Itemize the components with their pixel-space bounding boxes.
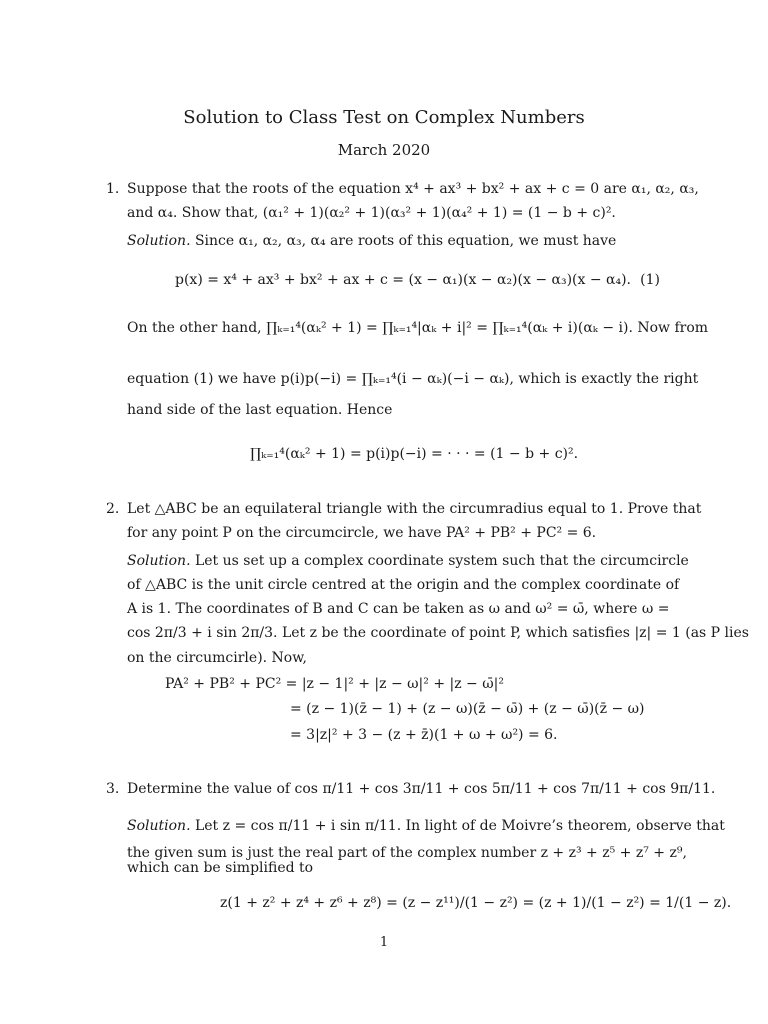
problem-1-solution-line-4: hand side of the last equation. Hence: [127, 402, 393, 418]
problem-2-line-1: Let △ABC be an equilateral triangle with the circumradius equal to 1. Prove that: [127, 501, 702, 517]
page-number: 1: [379, 935, 389, 950]
document-title: Solution to Class Test on Complex Numbers: [183, 107, 585, 128]
problem-2-align-line-2: = (z − 1)(z̄ − 1) + (z − ω)(z̄ − ω̄) + (z − ω̄)(z̄ − ω): [290, 701, 645, 717]
problem-1-solution-line-1: [127, 231, 661, 251]
problem-1-line-2: and α₄. Show that, (α₁² + 1)(α₂² + 1)(α₃² + 1)(α₄² + 1) = (1 − b + c)².: [127, 205, 616, 221]
problem-2-line-2: for any point P on the circumcircle, we have PA² + PB² + PC² = 6.: [127, 525, 597, 541]
problem-1-solution-line-2: On the other hand, ∏ₖ₌₁⁴(αₖ² + 1) = ∏ₖ₌₁⁴|αₖ + i|² = ∏ₖ₌₁⁴(αₖ + i)(αₖ − i). Now from: [127, 320, 709, 336]
solution-text: Since α₁, α₂, α₃, α₄ are roots of this equation, we must have: [194, 233, 617, 249]
problem-3-equation-1: z(1 + z² + z⁴ + z⁶ + z⁸) = (z − z¹¹)/(1 − z²) = (z + 1)/(1 − z²) = 1/(1 − z).: [220, 895, 732, 911]
problem-3-solution-line-3: which can be simplified to: [127, 860, 314, 876]
problem-3-solution-line-2: the given sum is just the real part of the complex number z + z³ + z⁵ + z⁷ + z⁹,: [127, 845, 687, 861]
solution-label: Solution.: [127, 818, 191, 834]
problem-2-solution-line-2: of △ABC is the unit circle centred at the origin and the complex coordinate of: [127, 577, 680, 593]
problem-2-align-line-1: PA² + PB² + PC² = |z − 1|² + |z − ω|² + |z − ω̄|²: [165, 676, 504, 692]
problem-1-solution-line-3: equation (1) we have p(i)p(−i) = ∏ₖ₌₁⁴(i − αₖ)(−i − αₖ), which is exactly the right: [127, 371, 699, 387]
problem-3-line-1: Determine the value of cos π/11 + cos 3π/11 + cos 5π/11 + cos 7π/11 + cos 9π/11.: [127, 781, 716, 797]
problem-1-equation-2: ∏ₖ₌₁⁴(αₖ² + 1) = p(i)p(−i) = · · · = (1 − b + c)².: [250, 446, 579, 462]
solution-text: Let z = cos π/11 + i sin π/11. In light of de Moivre’s theorem, observe that: [194, 818, 725, 834]
problem-1-line-1: Suppose that the roots of the equation x⁴ + ax³ + bx² + ax + c = 0 are α₁, α₂, α₃,: [127, 181, 699, 197]
document-date: March 2020: [337, 141, 431, 159]
solution-text: Let us set up a complex coordinate system such that the circumcircle: [194, 553, 689, 569]
problem-3-number: 3.: [106, 781, 120, 797]
problem-2-number: 2.: [106, 501, 120, 517]
problem-2-solution-line-5: on the circumcirle). Now,: [127, 650, 308, 666]
problem-2-solution-line-4: cos 2π/3 + i sin 2π/3. Let z be the coordinate of point P, which satisfies |z| = 1 (as P lies: [127, 625, 749, 641]
equation-number-1: (1): [640, 272, 660, 288]
problem-2-solution-line-3: A is 1. The coordinates of B and C can be taken as ω and ω² = ω̄, where ω =: [127, 601, 670, 617]
solution-label: Solution.: [127, 553, 191, 569]
problem-1-number: 1.: [106, 181, 120, 197]
problem-3-solution-line-1: [127, 816, 725, 836]
problem-2-solution-line-1: [127, 551, 689, 571]
solution-label: Solution.: [127, 233, 191, 249]
problem-1-equation-1: p(x) = x⁴ + ax³ + bx² + ax + c = (x − α₁)(x − α₂)(x − α₃)(x − α₄).: [175, 272, 631, 288]
problem-2-align-line-3: = 3|z|² + 3 − (z + z̄)(1 + ω + ω²) = 6.: [290, 727, 558, 743]
